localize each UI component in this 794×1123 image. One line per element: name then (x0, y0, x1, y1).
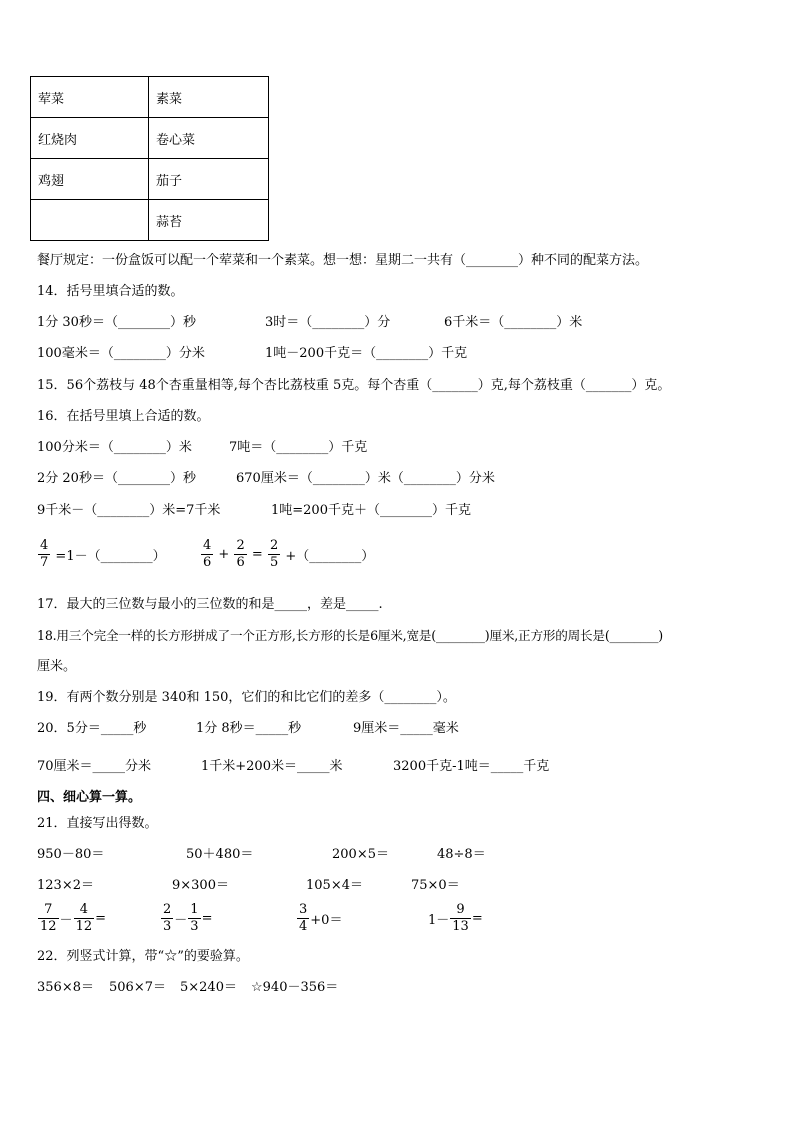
q20-item: 70厘米＝_____分米 (37, 759, 152, 774)
q16-item: 7吨＝（________）千克 (229, 440, 368, 455)
fraction (188, 902, 200, 935)
table-row (31, 77, 269, 118)
denominator: 5 (269, 555, 279, 570)
q16-item: 2分 20秒＝（________）秒 (37, 471, 196, 486)
q20-item: 20．5分＝_____秒 (37, 721, 147, 736)
q21-item: 48÷8＝ (437, 847, 486, 862)
q16-fraction-a (37, 538, 166, 571)
q16-title: 16．在括号里填上合适的数。 (37, 409, 210, 424)
fraction (268, 538, 280, 571)
section-heading: 四、细心算一算。 (37, 790, 142, 805)
q17-text: 17．最大的三位数与最小的三位数的和是_____，差是_____. (37, 597, 383, 612)
q20-item: 9厘米＝_____毫米 (353, 721, 459, 736)
q14-title: 14．括号里填合适的数。 (37, 284, 184, 299)
numerator: 4 (74, 902, 95, 919)
numerator: 9 (450, 902, 471, 919)
table-cell: 茄子 (149, 159, 269, 200)
numerator: 7 (38, 902, 59, 919)
q21-item: 123×2＝ (37, 878, 94, 893)
fraction (201, 538, 213, 571)
equals-sign: = (201, 911, 213, 926)
fraction (161, 902, 173, 935)
denominator: 7 (40, 555, 49, 570)
plus-sign: + (218, 547, 230, 562)
denominator: 13 (452, 919, 469, 934)
numerator: 2 (269, 538, 279, 553)
table-cell (31, 200, 149, 241)
q18-text-cont: 厘米。 (37, 659, 77, 674)
equals-sign: = (471, 911, 483, 926)
q19-text: 19．有两个数分别是 340和 150，它们的和比它们的差多（________）。 (37, 690, 456, 705)
q20-item: 1分 8秒＝_____秒 (196, 721, 302, 736)
table-cell: 红烧肉 (31, 118, 149, 159)
q16-item: 100分米＝（________）米 (37, 440, 192, 455)
expression-rest: +0＝ (310, 913, 343, 928)
denominator: 6 (236, 555, 245, 570)
q14-item: 3时＝（________）分 (265, 315, 391, 330)
fraction (234, 538, 246, 571)
q21-title: 21．直接写出得数。 (37, 816, 158, 831)
fraction (297, 902, 309, 935)
expression-prefix: 1－ (428, 913, 450, 928)
q20-item: 1千米+200米＝_____米 (201, 759, 343, 774)
q16-item: 670厘米＝（________）米（________）分米 (236, 471, 495, 486)
q21-fraction-expr (160, 902, 212, 935)
q21-item: 105×4＝ (306, 878, 363, 893)
q22-item: 5×240＝ (180, 980, 237, 995)
q18-text: 18.用三个完全一样的长方形拼成了一个正方形,长方形的长是6厘米,宽是(________)厘米,正方形的周长是(________) (37, 628, 664, 643)
menu-table (30, 76, 269, 241)
table-row (31, 200, 269, 241)
numerator: 4 (40, 538, 49, 553)
q21-fraction-expr (37, 902, 106, 935)
q21-fraction-expr (296, 902, 342, 935)
q21-item: 950－80＝ (37, 847, 105, 862)
numerator: 1 (190, 902, 199, 917)
denominator: 6 (203, 555, 212, 570)
equals-sign: = (95, 911, 107, 926)
denominator: 3 (190, 919, 199, 934)
q22-item: 506×7＝ (109, 980, 166, 995)
q14-item: 1分 30秒＝（________）秒 (37, 315, 196, 330)
q16-fraction-b (200, 538, 374, 571)
expression-rest: +（________） (285, 549, 375, 564)
q21-item: 200×5＝ (332, 847, 389, 862)
table-row (31, 118, 269, 159)
table-cell: 蒜苔 (149, 200, 269, 241)
denominator: 4 (299, 919, 308, 934)
denominator: 3 (163, 919, 172, 934)
fraction (450, 902, 471, 935)
numerator: 2 (163, 902, 172, 917)
numerator: 2 (236, 538, 245, 553)
q20-item: 3200千克-1吨＝_____千克 (393, 759, 550, 774)
q21-item: 9×300＝ (172, 878, 229, 893)
numerator: 3 (299, 902, 308, 917)
table-cell: 卷心菜 (149, 118, 269, 159)
table-cell: 鸡翅 (31, 159, 149, 200)
fraction (74, 902, 95, 935)
q22-title: 22．列竖式计算，带“☆”的要验算。 (37, 949, 249, 964)
q16-item: 9千米－（________）米=7千米 (37, 503, 221, 518)
q21-item: 50＋480＝ (186, 847, 254, 862)
q15-text: 15．56个荔枝与 48个杏重量相等,每个杏比荔枝重 5克。每个杏重（_______）克,每个荔枝重（_______）克。 (37, 378, 671, 393)
minus-sign: － (59, 913, 73, 928)
equals-sign: = (251, 547, 263, 562)
q14-item: 6千米＝（________）米 (444, 315, 583, 330)
q16-item: 1吨=200千克＋（________）千克 (271, 503, 471, 518)
minus-sign: － (174, 913, 188, 928)
rule-text: 餐厅规定：一份盒饭可以配一个荤菜和一个素菜。想一想：星期二一共有（________）种不同的配菜方法。 (37, 253, 649, 268)
fraction (38, 902, 59, 935)
table-row (31, 159, 269, 200)
q14-item: 1吨－200千克＝（________）千克 (265, 346, 468, 361)
table-cell: 荤菜 (31, 77, 149, 118)
q22-item: ☆940－356＝ (251, 980, 339, 995)
denominator: 12 (75, 919, 93, 934)
numerator: 4 (203, 538, 212, 553)
expression-rest: =1－（________） (55, 549, 166, 564)
q21-fraction-expr (428, 902, 483, 935)
table-cell: 素菜 (149, 77, 269, 118)
q14-item: 100毫米＝（________）分米 (37, 346, 205, 361)
q22-item: 356×8＝ (37, 980, 94, 995)
denominator: 12 (40, 919, 57, 934)
q21-item: 75×0＝ (411, 878, 460, 893)
fraction (38, 538, 50, 571)
